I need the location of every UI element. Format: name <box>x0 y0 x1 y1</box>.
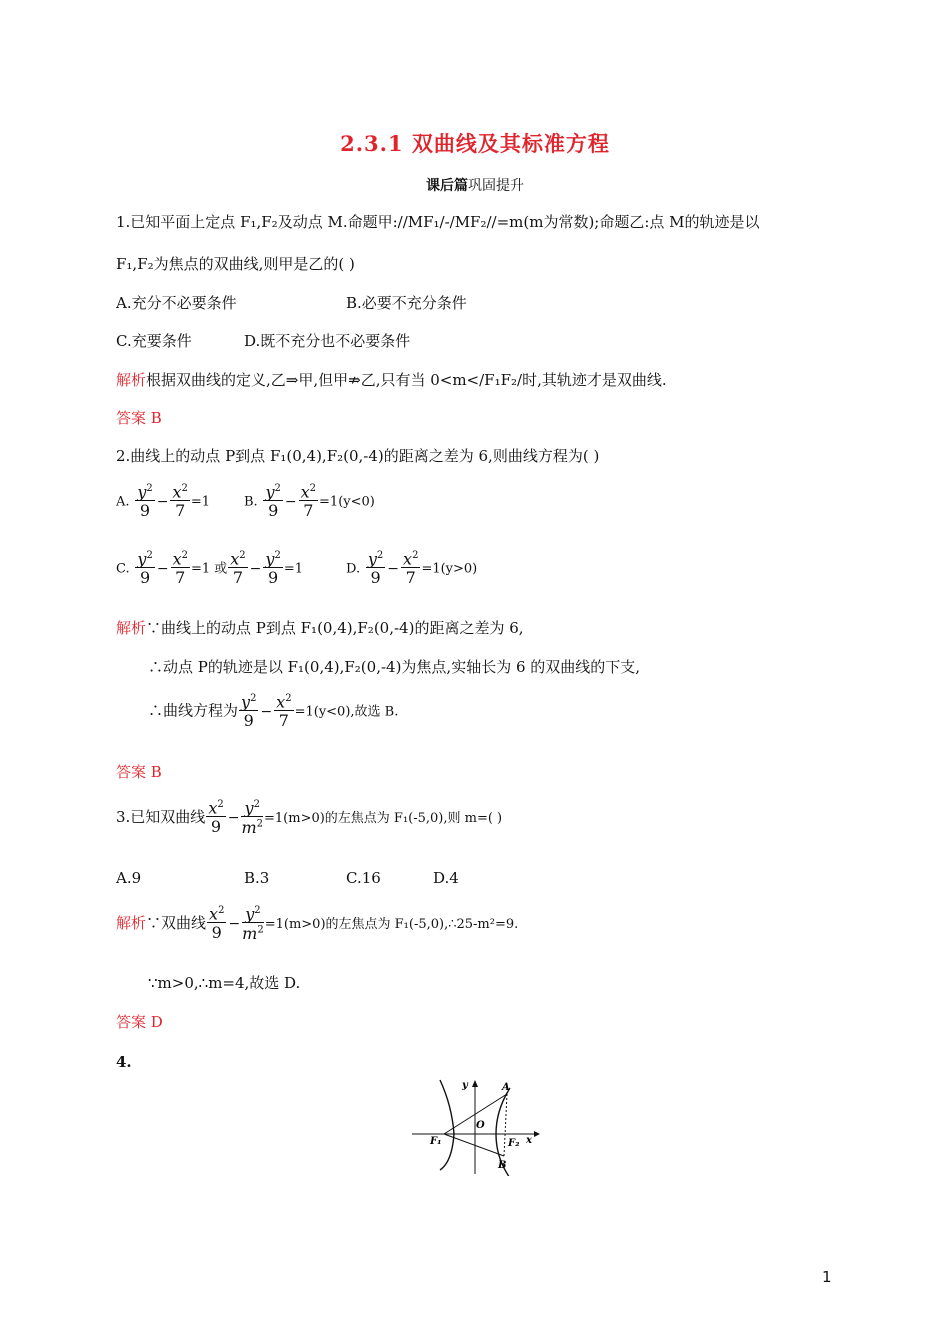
q3-option-b: B.3 <box>244 869 270 887</box>
q1-stem-line1: 1.已知平面上定点 F₁,F₂及动点 M.命题甲://MF₁/-/MF₂//=m(m为常数);命题乙:点 M的轨迹是以 <box>116 213 760 231</box>
label-f2: F₂ <box>508 1138 520 1149</box>
q1-analysis-text: 根据双曲线的定义,乙⇒甲,但甲⇏乙,只有当 0<m</F₁F₂/时,其轨迹才是双曲线. <box>146 371 667 389</box>
fraction-y2-over-9: $\frac{y^2}{9}$ <box>265 549 281 588</box>
q1-analysis <box>116 370 667 390</box>
label-y: y <box>462 1080 468 1091</box>
fraction-y2-over-9: $\frac{y^2}{9}$ <box>367 549 384 588</box>
q1-answer: 答案 B <box>116 409 162 427</box>
label-f1: F₁ <box>430 1136 442 1147</box>
fraction-x2-over-7: $\frac{x^2}{7}$ <box>172 549 188 588</box>
q2-option-d: D. $\frac{y^2}{9}$ − $\frac{x^2}{7}$ =1(y>0) <box>346 549 478 588</box>
segment-a-b <box>504 1094 507 1156</box>
q2-option-c: C. $\frac{y^2}{9}$ − $\frac{x^2}{7}$ =1 或 $\frac{x^2}{7}$ − $\frac{y^2}{9}$ =1 <box>116 549 303 588</box>
q2-stem: 2.曲线上的动点 P到点 F₁(0,4),F₂(0,-4)的距离之差为 6,则曲线方程为( ) <box>116 447 600 465</box>
fraction-y2-over-9: $\frac{y^2}{9}$ <box>241 692 257 731</box>
analysis-label: 解析 <box>116 619 147 637</box>
q2-analysis-1: 解析∵曲线上的动点 P到点 F₁(0,4),F₂(0,-4)的距离之差为 6, <box>116 619 524 637</box>
fraction-x2-over-9: $\frac{x^2}{9}$ <box>208 798 224 837</box>
q2-analysis-3: ∴曲线方程为 $\frac{y^2}{9}$ − $\frac{x^2}{7}$ =1(y<0),故选 B. <box>148 692 399 731</box>
q1-stem-line2: F₁,F₂为焦点的双曲线,则甲是乙的( ) <box>116 255 355 273</box>
q3-option-c: C.16 <box>346 869 381 887</box>
label-x: x <box>526 1135 532 1146</box>
left-branch <box>440 1080 454 1170</box>
q2-analysis-2: ∴动点 P的轨迹是以 F₁(0,4),F₂(0,-4)为焦点,实轴长为 6 的双曲线的下支, <box>148 658 641 676</box>
fraction-x2-over-7: $\frac{x^2}{7}$ <box>276 692 292 731</box>
fraction-x2-over-7: $\frac{x^2}{7}$ <box>300 482 317 521</box>
page-number: 1 <box>822 1268 832 1286</box>
q2-option-a: A. $\frac{y^2}{9}$ − $\frac{x^2}{7}$ =1 <box>116 482 211 521</box>
q4-number: 4. <box>116 1053 132 1071</box>
fraction-y2-over-m2: $\frac{y^2}{m^2}$ <box>241 798 263 837</box>
hyperbola-figure <box>410 1076 540 1176</box>
q3-analysis-2: ∵m>0,∴m=4,故选 D. <box>148 974 301 992</box>
q3-answer: 答案 D <box>116 1013 163 1031</box>
fraction-y2-over-9: $\frac{y^2}{9}$ <box>265 482 281 521</box>
q3-analysis-1: 解析∵双曲线 $\frac{x^2}{9}$ − $\frac{y^2}{m^2}$ =1(m>0)的左焦点为 F₁(-5,0),∴25-m²=9. <box>116 904 519 943</box>
page-title: 2.3.1 双曲线及其标准方程 <box>340 131 610 156</box>
label-b: B <box>498 1160 507 1171</box>
q1-option-c: C.充要条件 <box>116 332 192 350</box>
fraction-x2-over-7: $\frac{x^2}{7}$ <box>403 549 419 588</box>
q1-option-d: D.既不充分也不必要条件 <box>244 332 411 350</box>
fraction-x2-over-7: $\frac{x^2}{7}$ <box>230 549 246 588</box>
fraction-y2-over-9: $\frac{y^2}{9}$ <box>137 482 153 521</box>
analysis-label: 解析 <box>116 371 147 389</box>
y-axis-arrow <box>472 1080 478 1087</box>
q2-answer: 答案 B <box>116 763 162 781</box>
q3-stem: 3.已知双曲线 $\frac{x^2}{9}$ − $\frac{y^2}{m^2}$ =1(m>0)的左焦点为 F₁(-5,0),则 m=( ) <box>116 798 503 837</box>
fraction-y2-over-m2: $\frac{y^2}{m^2}$ <box>242 904 264 943</box>
analysis-label: 解析 <box>116 913 147 932</box>
subtitle-bold: 课后篇 <box>426 178 468 194</box>
fraction-x2-over-9: $\frac{x^2}{9}$ <box>209 904 225 943</box>
q2-option-b: B. $\frac{y^2}{9}$ − $\frac{x^2}{7}$ =1(y<0) <box>244 482 375 521</box>
q1-option-b: B.必要不充分条件 <box>346 294 467 312</box>
fraction-x2-over-7: $\frac{x^2}{7}$ <box>172 482 188 521</box>
label-o: O <box>476 1120 485 1131</box>
q1-option-a: A.充分不必要条件 <box>116 294 237 312</box>
q3-option-a: A.9 <box>116 869 142 887</box>
subtitle-rest: 巩固提升 <box>468 178 524 194</box>
fraction-y2-over-9: $\frac{y^2}{9}$ <box>137 549 153 588</box>
label-a: A <box>502 1082 510 1093</box>
q3-option-d: D.4 <box>433 869 459 887</box>
section-subtitle <box>0 175 950 195</box>
x-axis-arrow <box>534 1131 540 1137</box>
